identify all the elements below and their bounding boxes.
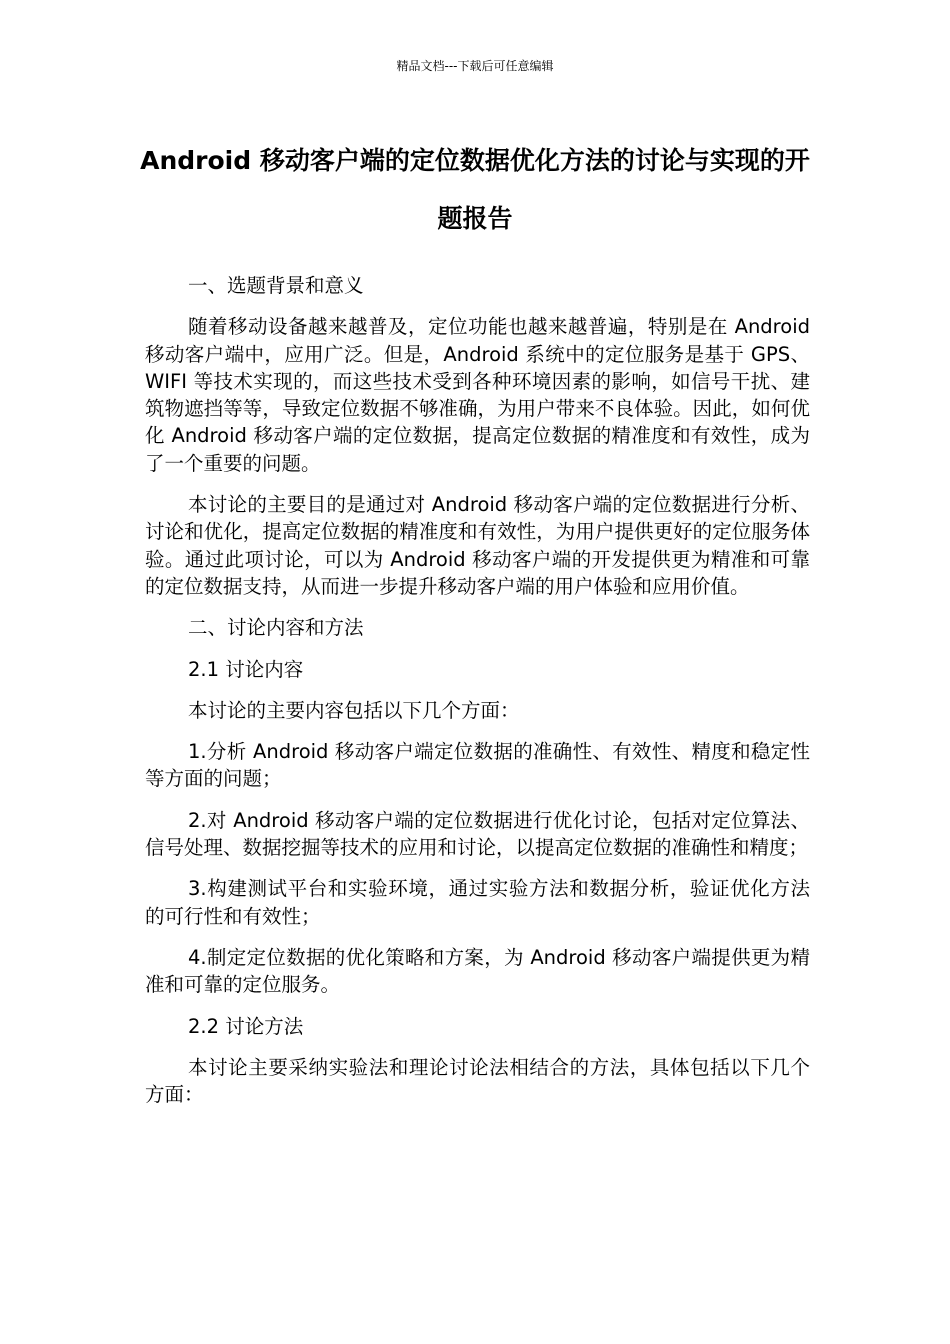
section-heading-background: 一、选题背景和意义 (188, 274, 364, 297)
subsection-heading-method: 2.2 讨论方法 (188, 1014, 304, 1038)
header-note: 精品文档---下载后可任意编辑 (396, 59, 554, 73)
section-heading-content-method: 二、讨论内容和方法 (188, 616, 364, 640)
paragraph-method-intro: 本讨论主要采纳实验法和理论讨论法相结合的方法，具体包括以下几个方面： (145, 1055, 810, 1107)
list-item-3: 3.构建测试平台和实验环境，通过实验方法和数据分析，验证优化方法的可行性和有效性； (145, 877, 810, 928)
paragraph-purpose: 本讨论的主要目的是通过对 Android 移动客户端的定位数据进行分析、讨论和优化，提高定位数据的精准度和有效性，为用户提供更好的定位服务体验。通过此项讨论，可以为 Android 移动客户端的开发提供更为精准和可靠的定位数据支持，从而进一步提升移动客户端的用户体验和应用价值。 (145, 493, 810, 598)
document-title: Android 移动客户端的定位数据优化方法的讨论与实现的开题报告 (140, 146, 810, 233)
paragraph-content-intro: 本讨论的主要内容包括以下几个方面： (188, 698, 520, 722)
paragraph-background: 随着移动设备越来越普及，定位功能也越来越普遍，特别是在 Android 移动客户端中，应用广泛。但是，Android 系统中的定位服务是基于 GPS、WIFI 等技术实现的，而这些技术受到各种环境因素的影响，如信号干扰、建筑物遮挡等等，导致定位数据不够准确，为用户带来不良体验。因此，如何优化 Android 移动客户端的定位数据，提高定位数据的精准度和有效性，成为了一个重要的问题。 (145, 315, 810, 475)
list-item-2: 2.对 Android 移动客户端的定位数据进行优化讨论，包括对定位算法、信号处理、数据挖掘等技术的应用和讨论，以提高定位数据的准确性和精度； (145, 808, 810, 860)
subsection-heading-content: 2.1 讨论内容 (188, 657, 304, 681)
list-item-1: 1.分析 Android 移动客户端定位数据的准确性、有效性、精度和稳定性等方面的问题； (145, 740, 810, 791)
list-item-4: 4.制定定位数据的优化策略和方案，为 Android 移动客户端提供更为精准和可靠的定位服务。 (145, 945, 810, 997)
document-body (145, 272, 810, 1122)
